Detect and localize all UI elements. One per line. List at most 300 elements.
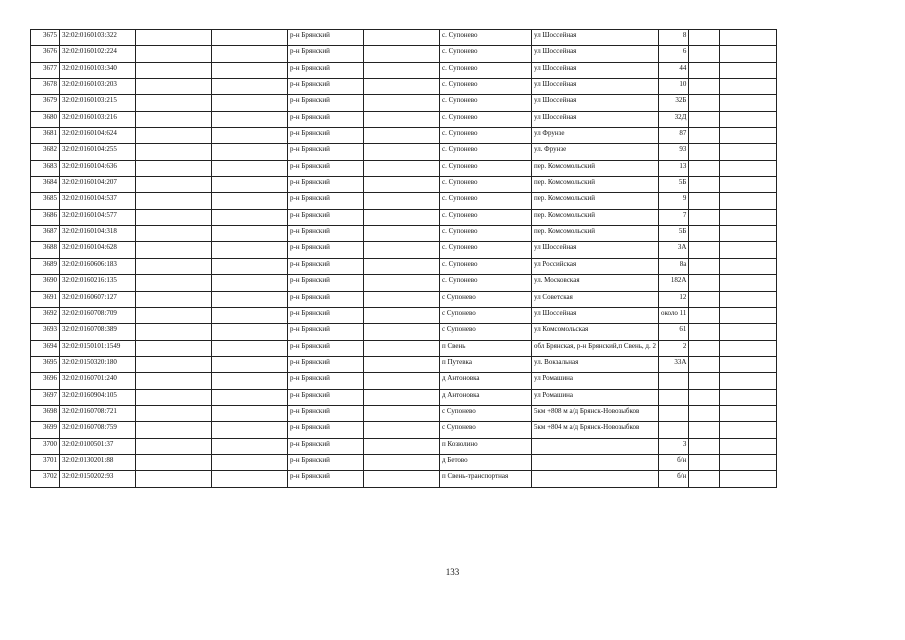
empty-cell [212, 128, 288, 144]
row-number-cell: 3679 [31, 95, 60, 111]
cadastral-number-cell: 32:02:0150202:93 [60, 471, 136, 487]
district-cell: р-н Брянский [288, 226, 364, 242]
house-number-cell: 182А [658, 275, 688, 291]
empty-cell [689, 95, 720, 111]
house-number-cell: 2 [658, 340, 688, 356]
empty-cell [364, 373, 440, 389]
empty-cell [364, 307, 440, 323]
district-cell: р-н Брянский [288, 111, 364, 127]
row-number-cell: 3696 [31, 373, 60, 389]
row-number-cell: 3682 [31, 144, 60, 160]
street-cell: ул Фрунзе [532, 128, 659, 144]
settlement-cell: с. Супонево [440, 275, 532, 291]
house-number-cell: около 11 [658, 307, 688, 323]
row-number-cell: 3684 [31, 177, 60, 193]
house-number-cell: 9 [658, 193, 688, 209]
cadastral-number-cell: 32:02:0150101:1549 [60, 340, 136, 356]
empty-cell [720, 46, 777, 62]
street-cell: ул. Московская [532, 275, 659, 291]
empty-cell [720, 373, 777, 389]
empty-cell [212, 454, 288, 470]
district-cell: р-н Брянский [288, 128, 364, 144]
registry-rows [31, 30, 777, 488]
empty-cell [212, 373, 288, 389]
district-cell: р-н Брянский [288, 46, 364, 62]
house-number-cell: 10 [658, 79, 688, 95]
row-number-cell: 3681 [31, 128, 60, 144]
table-row [31, 291, 777, 307]
street-cell: ул Шоссейная [532, 95, 659, 111]
district-cell: р-н Брянский [288, 389, 364, 405]
street-cell: ул Российская [532, 258, 659, 274]
empty-cell [720, 144, 777, 160]
empty-cell [136, 177, 212, 193]
settlement-cell: д Антоновка [440, 373, 532, 389]
house-number-cell: б/н [658, 454, 688, 470]
cadastral-number-cell: 32:02:0160103:322 [60, 30, 136, 46]
street-cell: ул. Вокзальная [532, 356, 659, 372]
registry-table [30, 29, 777, 488]
settlement-cell: д Антоновка [440, 389, 532, 405]
district-cell: р-н Брянский [288, 405, 364, 421]
cadastral-number-cell: 32:02:0160104:636 [60, 160, 136, 176]
district-cell: р-н Брянский [288, 307, 364, 323]
house-number-cell [658, 389, 688, 405]
empty-cell [136, 454, 212, 470]
empty-cell [212, 160, 288, 176]
empty-cell [212, 79, 288, 95]
empty-cell [720, 111, 777, 127]
empty-cell [720, 291, 777, 307]
table-row [31, 373, 777, 389]
cadastral-number-cell: 32:02:0160103:215 [60, 95, 136, 111]
empty-cell [689, 62, 720, 78]
empty-cell [212, 405, 288, 421]
empty-cell [364, 471, 440, 487]
empty-cell [212, 438, 288, 454]
empty-cell [720, 193, 777, 209]
table-row [31, 193, 777, 209]
empty-cell [364, 128, 440, 144]
empty-cell [720, 95, 777, 111]
street-cell: пер. Комсомольский [532, 160, 659, 176]
settlement-cell: с. Супонево [440, 226, 532, 242]
cadastral-number-cell: 32:02:0160708:389 [60, 324, 136, 340]
empty-cell [720, 438, 777, 454]
street-cell: ул Шоссейная [532, 46, 659, 62]
settlement-cell: с Супонево [440, 422, 532, 438]
row-number-cell: 3694 [31, 340, 60, 356]
district-cell: р-н Брянский [288, 95, 364, 111]
table-row [31, 454, 777, 470]
table-row [31, 177, 777, 193]
empty-cell [212, 111, 288, 127]
district-cell: р-н Брянский [288, 209, 364, 225]
table-row [31, 95, 777, 111]
settlement-cell: с Супонево [440, 405, 532, 421]
district-cell: р-н Брянский [288, 144, 364, 160]
table-row [31, 307, 777, 323]
house-number-cell: 5Б [658, 177, 688, 193]
settlement-cell: с. Супонево [440, 62, 532, 78]
settlement-cell: с. Супонево [440, 160, 532, 176]
cadastral-number-cell: 32:02:0160103:340 [60, 62, 136, 78]
empty-cell [689, 340, 720, 356]
empty-cell [364, 62, 440, 78]
house-number-cell: 12 [658, 291, 688, 307]
settlement-cell: с. Супонево [440, 177, 532, 193]
district-cell: р-н Брянский [288, 242, 364, 258]
empty-cell [689, 438, 720, 454]
row-number-cell: 3680 [31, 111, 60, 127]
house-number-cell: 87 [658, 128, 688, 144]
cadastral-number-cell: 32:02:0160607:127 [60, 291, 136, 307]
empty-cell [364, 454, 440, 470]
empty-cell [136, 340, 212, 356]
empty-cell [364, 340, 440, 356]
house-number-cell [658, 422, 688, 438]
empty-cell [720, 389, 777, 405]
empty-cell [212, 340, 288, 356]
table-row [31, 356, 777, 372]
empty-cell [720, 62, 777, 78]
table-row [31, 79, 777, 95]
cadastral-number-cell: 32:02:0130201:88 [60, 454, 136, 470]
cadastral-number-cell: 32:02:0100501:37 [60, 438, 136, 454]
settlement-cell: д Бетово [440, 454, 532, 470]
cadastral-number-cell: 32:02:0160708:759 [60, 422, 136, 438]
house-number-cell: 33А [658, 356, 688, 372]
row-number-cell: 3687 [31, 226, 60, 242]
cadastral-number-cell: 32:02:0160103:216 [60, 111, 136, 127]
empty-cell [136, 258, 212, 274]
district-cell: р-н Брянский [288, 422, 364, 438]
empty-cell [689, 454, 720, 470]
empty-cell [212, 258, 288, 274]
empty-cell [689, 471, 720, 487]
cadastral-number-cell: 32:02:0160701:240 [60, 373, 136, 389]
empty-cell [689, 373, 720, 389]
empty-cell [689, 356, 720, 372]
table-row [31, 438, 777, 454]
empty-cell [364, 356, 440, 372]
street-cell: пер. Комсомольский [532, 177, 659, 193]
district-cell: р-н Брянский [288, 324, 364, 340]
settlement-cell: п Путевка [440, 356, 532, 372]
house-number-cell: 3 [658, 438, 688, 454]
street-cell [532, 438, 659, 454]
house-number-cell: б/н [658, 471, 688, 487]
empty-cell [136, 307, 212, 323]
empty-cell [364, 275, 440, 291]
table-row [31, 471, 777, 487]
row-number-cell: 3683 [31, 160, 60, 176]
street-cell: пер. Комсомольский [532, 193, 659, 209]
house-number-cell: 44 [658, 62, 688, 78]
empty-cell [212, 193, 288, 209]
empty-cell [212, 62, 288, 78]
district-cell: р-н Брянский [288, 79, 364, 95]
cadastral-number-cell: 32:02:0160104:207 [60, 177, 136, 193]
cadastral-number-cell: 32:02:0160708:721 [60, 405, 136, 421]
empty-cell [689, 46, 720, 62]
empty-cell [364, 30, 440, 46]
empty-cell [136, 193, 212, 209]
house-number-cell: 13 [658, 160, 688, 176]
empty-cell [212, 209, 288, 225]
cadastral-number-cell: 32:02:0160104:255 [60, 144, 136, 160]
empty-cell [212, 30, 288, 46]
empty-cell [212, 95, 288, 111]
street-cell: ул Советская [532, 291, 659, 307]
empty-cell [689, 144, 720, 160]
row-number-cell: 3695 [31, 356, 60, 372]
table-row [31, 144, 777, 160]
empty-cell [689, 128, 720, 144]
street-cell: ул Ромашина [532, 373, 659, 389]
empty-cell [136, 226, 212, 242]
table-row [31, 160, 777, 176]
empty-cell [364, 291, 440, 307]
row-number-cell: 3701 [31, 454, 60, 470]
row-number-cell: 3697 [31, 389, 60, 405]
district-cell: р-н Брянский [288, 471, 364, 487]
street-cell: ул Шоссейная [532, 242, 659, 258]
row-number-cell: 3700 [31, 438, 60, 454]
street-cell: пер. Комсомольский [532, 226, 659, 242]
empty-cell [364, 258, 440, 274]
table-row [31, 46, 777, 62]
street-cell: ул Шоссейная [532, 111, 659, 127]
district-cell: р-н Брянский [288, 340, 364, 356]
settlement-cell: с. Супонево [440, 128, 532, 144]
house-number-cell: 32Б [658, 95, 688, 111]
empty-cell [364, 144, 440, 160]
table-row [31, 128, 777, 144]
empty-cell [689, 242, 720, 258]
district-cell: р-н Брянский [288, 160, 364, 176]
street-cell: ул. Фрунзе [532, 144, 659, 160]
row-number-cell: 3693 [31, 324, 60, 340]
house-number-cell: 93 [658, 144, 688, 160]
empty-cell [720, 471, 777, 487]
district-cell: р-н Брянский [288, 275, 364, 291]
row-number-cell: 3685 [31, 193, 60, 209]
empty-cell [136, 144, 212, 160]
empty-cell [136, 95, 212, 111]
cadastral-number-cell: 32:02:0160606:183 [60, 258, 136, 274]
street-cell: 5км +808 м а/д Брянск-Новозыбков [532, 405, 659, 421]
empty-cell [689, 193, 720, 209]
empty-cell [212, 356, 288, 372]
district-cell: р-н Брянский [288, 356, 364, 372]
settlement-cell: с. Супонево [440, 258, 532, 274]
row-number-cell: 3699 [31, 422, 60, 438]
empty-cell [212, 307, 288, 323]
street-cell: ул Шоссейная [532, 307, 659, 323]
house-number-cell: 8а [658, 258, 688, 274]
row-number-cell: 3677 [31, 62, 60, 78]
house-number-cell [658, 373, 688, 389]
settlement-cell: п Козюлино [440, 438, 532, 454]
district-cell: р-н Брянский [288, 62, 364, 78]
cadastral-number-cell: 32:02:0160104:577 [60, 209, 136, 225]
empty-cell [364, 422, 440, 438]
house-number-cell: 5Б [658, 226, 688, 242]
empty-cell [212, 291, 288, 307]
empty-cell [364, 226, 440, 242]
empty-cell [720, 30, 777, 46]
empty-cell [212, 422, 288, 438]
empty-cell [136, 242, 212, 258]
empty-cell [720, 177, 777, 193]
empty-cell [136, 160, 212, 176]
row-number-cell: 3675 [31, 30, 60, 46]
row-number-cell: 3686 [31, 209, 60, 225]
district-cell: р-н Брянский [288, 373, 364, 389]
house-number-cell: 3А [658, 242, 688, 258]
empty-cell [136, 275, 212, 291]
settlement-cell: с Супонево [440, 307, 532, 323]
empty-cell [720, 160, 777, 176]
empty-cell [689, 258, 720, 274]
settlement-cell: с. Супонево [440, 111, 532, 127]
table-row [31, 30, 777, 46]
district-cell: р-н Брянский [288, 30, 364, 46]
cadastral-number-cell: 32:02:0160102:224 [60, 46, 136, 62]
empty-cell [136, 111, 212, 127]
empty-cell [364, 324, 440, 340]
empty-cell [364, 405, 440, 421]
cadastral-number-cell: 32:02:0160708:709 [60, 307, 136, 323]
empty-cell [689, 111, 720, 127]
empty-cell [689, 79, 720, 95]
empty-cell [720, 258, 777, 274]
street-cell: пер. Комсомольский [532, 209, 659, 225]
empty-cell [136, 356, 212, 372]
cadastral-number-cell: 32:02:0160104:318 [60, 226, 136, 242]
street-cell: ул Шоссейная [532, 79, 659, 95]
empty-cell [136, 79, 212, 95]
empty-cell [720, 356, 777, 372]
cadastral-number-cell: 32:02:0150320:180 [60, 356, 136, 372]
settlement-cell: с. Супонево [440, 79, 532, 95]
cadastral-number-cell: 32:02:0160104:537 [60, 193, 136, 209]
empty-cell [136, 30, 212, 46]
cadastral-number-cell: 32:02:0160104:628 [60, 242, 136, 258]
settlement-cell: п Свень-транспортная [440, 471, 532, 487]
row-number-cell: 3676 [31, 46, 60, 62]
house-number-cell: 8 [658, 30, 688, 46]
empty-cell [364, 209, 440, 225]
row-number-cell: 3689 [31, 258, 60, 274]
empty-cell [689, 30, 720, 46]
table-row [31, 340, 777, 356]
empty-cell [136, 324, 212, 340]
table-row [31, 62, 777, 78]
cadastral-number-cell: 32:02:0160216:135 [60, 275, 136, 291]
empty-cell [720, 340, 777, 356]
table-row [31, 275, 777, 291]
district-cell: р-н Брянский [288, 193, 364, 209]
empty-cell [212, 275, 288, 291]
empty-cell [364, 160, 440, 176]
table-row [31, 405, 777, 421]
settlement-cell: с Супонево [440, 291, 532, 307]
empty-cell [364, 111, 440, 127]
settlement-cell: с. Супонево [440, 193, 532, 209]
row-number-cell: 3698 [31, 405, 60, 421]
district-cell: р-н Брянский [288, 258, 364, 274]
house-number-cell: 6 [658, 46, 688, 62]
settlement-cell: с Супонево [440, 324, 532, 340]
empty-cell [136, 373, 212, 389]
empty-cell [136, 389, 212, 405]
empty-cell [136, 128, 212, 144]
settlement-cell: с. Супонево [440, 46, 532, 62]
empty-cell [689, 405, 720, 421]
street-cell: 5км +804 м а/д Брянск-Новозыбков [532, 422, 659, 438]
empty-cell [136, 62, 212, 78]
empty-cell [689, 291, 720, 307]
street-cell: ул Шоссейная [532, 62, 659, 78]
empty-cell [136, 405, 212, 421]
empty-cell [212, 226, 288, 242]
empty-cell [720, 307, 777, 323]
empty-cell [689, 389, 720, 405]
empty-cell [212, 389, 288, 405]
district-cell: р-н Брянский [288, 454, 364, 470]
table-row [31, 324, 777, 340]
empty-cell [720, 324, 777, 340]
empty-cell [720, 128, 777, 144]
table-row [31, 242, 777, 258]
table-row [31, 209, 777, 225]
district-cell: р-н Брянский [288, 177, 364, 193]
table-row [31, 422, 777, 438]
empty-cell [720, 209, 777, 225]
settlement-cell: с. Супонево [440, 144, 532, 160]
table-row [31, 389, 777, 405]
empty-cell [364, 438, 440, 454]
empty-cell [136, 291, 212, 307]
empty-cell [689, 209, 720, 225]
empty-cell [689, 307, 720, 323]
house-number-cell: 32Д [658, 111, 688, 127]
street-cell [532, 454, 659, 470]
empty-cell [689, 275, 720, 291]
empty-cell [720, 454, 777, 470]
settlement-cell: с. Супонево [440, 95, 532, 111]
empty-cell [364, 79, 440, 95]
street-cell: ул Ромашина [532, 389, 659, 405]
empty-cell [364, 242, 440, 258]
row-number-cell: 3691 [31, 291, 60, 307]
empty-cell [720, 226, 777, 242]
empty-cell [364, 95, 440, 111]
row-number-cell: 3688 [31, 242, 60, 258]
empty-cell [689, 422, 720, 438]
empty-cell [136, 438, 212, 454]
street-cell: обл Брянская, р-н Брянский,п Свень, д. 2 [532, 340, 659, 356]
cadastral-number-cell: 32:02:0160103:203 [60, 79, 136, 95]
street-cell [532, 471, 659, 487]
empty-cell [212, 242, 288, 258]
empty-cell [689, 324, 720, 340]
district-cell: р-н Брянский [288, 438, 364, 454]
settlement-cell: с. Супонево [440, 209, 532, 225]
settlement-cell: с. Супонево [440, 30, 532, 46]
